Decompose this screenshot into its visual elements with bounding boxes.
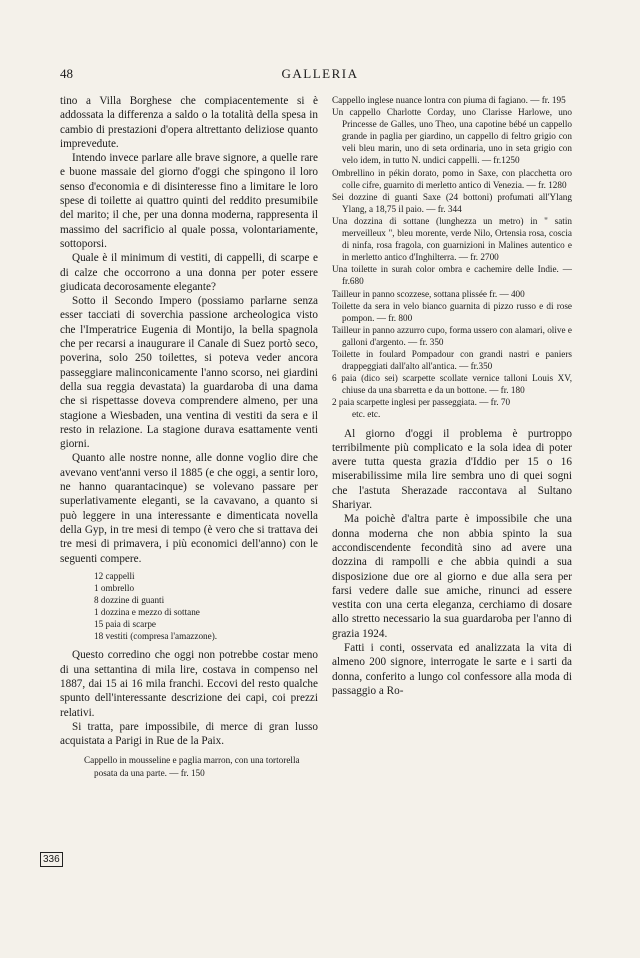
list-item: 18 vestiti (compresa l'amazzone). <box>94 631 218 642</box>
list-item: 1 dozzina e mezzo di sottane <box>94 607 200 618</box>
paragraph: Sotto il Secondo Impero (possiamo parlarne senza esser tacciati di soverchia passione archeologica visto che l'Imperatrice Eugenia di Montijo, la bella spagnola che per recarsi a inaugurare il Canale di Suez portò seco, poverina, solo 250 toilettes, si poteva veder ancora passeggiare malinconicamente l'anno scorso, nei giardini della sua reggia devastata) la guardaroba di una dama che si rispettasse doveva comprendere almeno, per una stagione a Wiesbaden, una ventina di vestiti da sera e il resto in relazione. La stagione durava esattamente venti giorni. <box>60 295 318 451</box>
list-item: 15 paia di scarpe <box>94 619 156 630</box>
price-item: Una toilette in surah color ombra e cachemire delle Indie. — fr.680 <box>332 264 572 287</box>
price-item: Un cappello Charlotte Corday, uno Clarisse Harlowe, uno Princesse de Galles, uno Theo, una capotine bébé un cappello grande in paglia per giardino, un cappello di feltro grigio con veli bleu marin, uno di seta ordinaria, uno in seta grigio con velo idem, in tutto N. undici cappelli. — fr.1250 <box>332 107 572 166</box>
right-body-text <box>332 427 572 699</box>
paragraph: Fatti i conti, osservata ed analizzata la vita di almeno 200 signore, interrogate le sarte e i sarti da donna, conferito a lungo col confessore alla moda di passaggio a Ro- <box>332 641 572 697</box>
paragraph: Si tratta, pare impossibile, di merce di gran lusso acquistata a Parigi in Rue de la Paix. <box>60 720 318 748</box>
paragraph: Quale è il minimum di vestiti, di cappelli, di scarpe e di calze che occorrono a una donna per poter essere giudicata decorosamente elegante? <box>60 252 318 293</box>
paragraph: Quanto alle nostre nonne, alle donne voglio dire che avevano vent'anni verso il 1885 (e che oggi, a sentir loro, ne hanno quarantacinque) se volevano passare per superlativamente eleganti, se la cavavano, a quanto si può leggere in una interessante e dimenticata novella della Gyp, in tre mesi di tempo (è vero che si trattava dei tre mesi di primavera, i più economici dell'anno) con le seguenti compere. <box>60 452 318 565</box>
paragraph: Al giorno d'oggi il problema è purtroppo terribilmente più complicato e la sola idea di poter avere tutta questa grazia d'Iddio per 15 o 16 miserabilissime mila lire sembra uno di quei sogni che l'astuta Sherazade raccontava al Sultano Shariyar. <box>332 427 572 512</box>
archive-stamp: 336 <box>40 852 63 867</box>
page-number: 48 <box>60 66 73 81</box>
list-item: 12 cappelli <box>94 570 135 581</box>
paragraph: Ma poichè d'altra parte è impossibile che una donna moderna che non abbia spinto la sua accondiscendente fecondità sino ad avere una dozzina di rampolli e che abbia quindi a sua disposizione due ore al giorno e due alla sera per farsi vedere dalle sue amiche, rinunci ad essere vestita con una certa eleganza, cerchiamo di dosare allo stretto necessario la sua guardaroba per l'anno di grazia 1924. <box>332 513 572 640</box>
price-item: 2 paia scarpette inglesi per passeggiata. — fr. 70 <box>332 397 511 408</box>
price-item: Ombrellino in pékin dorato, pomo in Saxe, con placchetta oro colle cifre, guarnito di merletto antico di Venezia. — fr. 1280 <box>332 167 572 190</box>
paragraph: Intendo invece parlare alle brave signore, a quelle rare e buone massaie del giorno d'oggi che spingono il loro senso d'economia e di disinteresse fino a limitare le loro spese di toilette ai quattro quinti del reddito presumibile del marito; il che, per una donna moderna, rappresenta il massimo del sacrificio al quale possa, volontariamente, sottoporsi. <box>60 152 318 250</box>
list-item: 8 dozzine di guanti <box>94 594 165 605</box>
price-item: Toilette da sera in velo bianco guarnita di pizzo russo e di rose pompon. — fr. 800 <box>332 300 572 323</box>
price-item: Una dozzina di sottane (lunghezza un metro) in " satin merveilleux ", bleu morente, verde Nilo, Ortensia rosa, coscia di ninfa, rosa fragola, con guarnizioni in Malines autentico e in merletto antico d'Inghilterra. — fr. 2700 <box>332 215 572 263</box>
page-header <box>60 66 580 84</box>
price-item: Cappello inglese nuance lontra con piuma di fagiano. — fr. 195 <box>332 95 566 105</box>
etc-line: etc. etc. <box>352 409 381 420</box>
magazine-title: GALLERIA <box>281 66 359 81</box>
price-item: Sei dozzine di guanti Saxe (24 bottoni) profumati all'Ylang Ylang, a 18,75 il paio. — fr. 344 <box>332 191 572 214</box>
price-item: Tailleur in panno azzurro cupo, forma ussero con alamari, olive e galloni d'argento. — fr. 350 <box>332 324 572 347</box>
right-column <box>332 94 572 698</box>
price-item: Cappello in mousseline e paglia marron, con una tortorella posata da una parte. — fr. 150 <box>84 755 300 778</box>
price-item: Tailleur in panno scozzese, sottana plissée fr. — 400 <box>332 288 525 299</box>
price-item: Toilette in foulard Pompadour con grandi nastri e paniers drappeggiati dall'alto all'antica. — fr.350 <box>332 348 572 372</box>
purchase-list <box>94 570 318 643</box>
price-item: 6 paia (dico sei) scarpette scollate vernice talloni Louis XV, chiuse da una sbarretta e da un bottone. — fr. 180 <box>332 373 572 396</box>
paragraph: tino a Villa Borghese che compiacentemente si è addossata la differenza a saldo o la totalità della spesa in cambio di prestazioni d'opera altrettanto deliziose quanto imprevedute. <box>60 95 318 150</box>
left-column <box>60 94 318 779</box>
paragraph: Questo corredino che oggi non potrebbe costar meno di una settantina di mila lire, costava in compenso nel 1887, dai 15 ai 16 mila franchi. Eccovi del resto qualche spunto dell'interessante descrizione dei capi, coi prezzi relativi. <box>60 649 318 719</box>
list-item: 1 ombrello <box>94 582 135 593</box>
